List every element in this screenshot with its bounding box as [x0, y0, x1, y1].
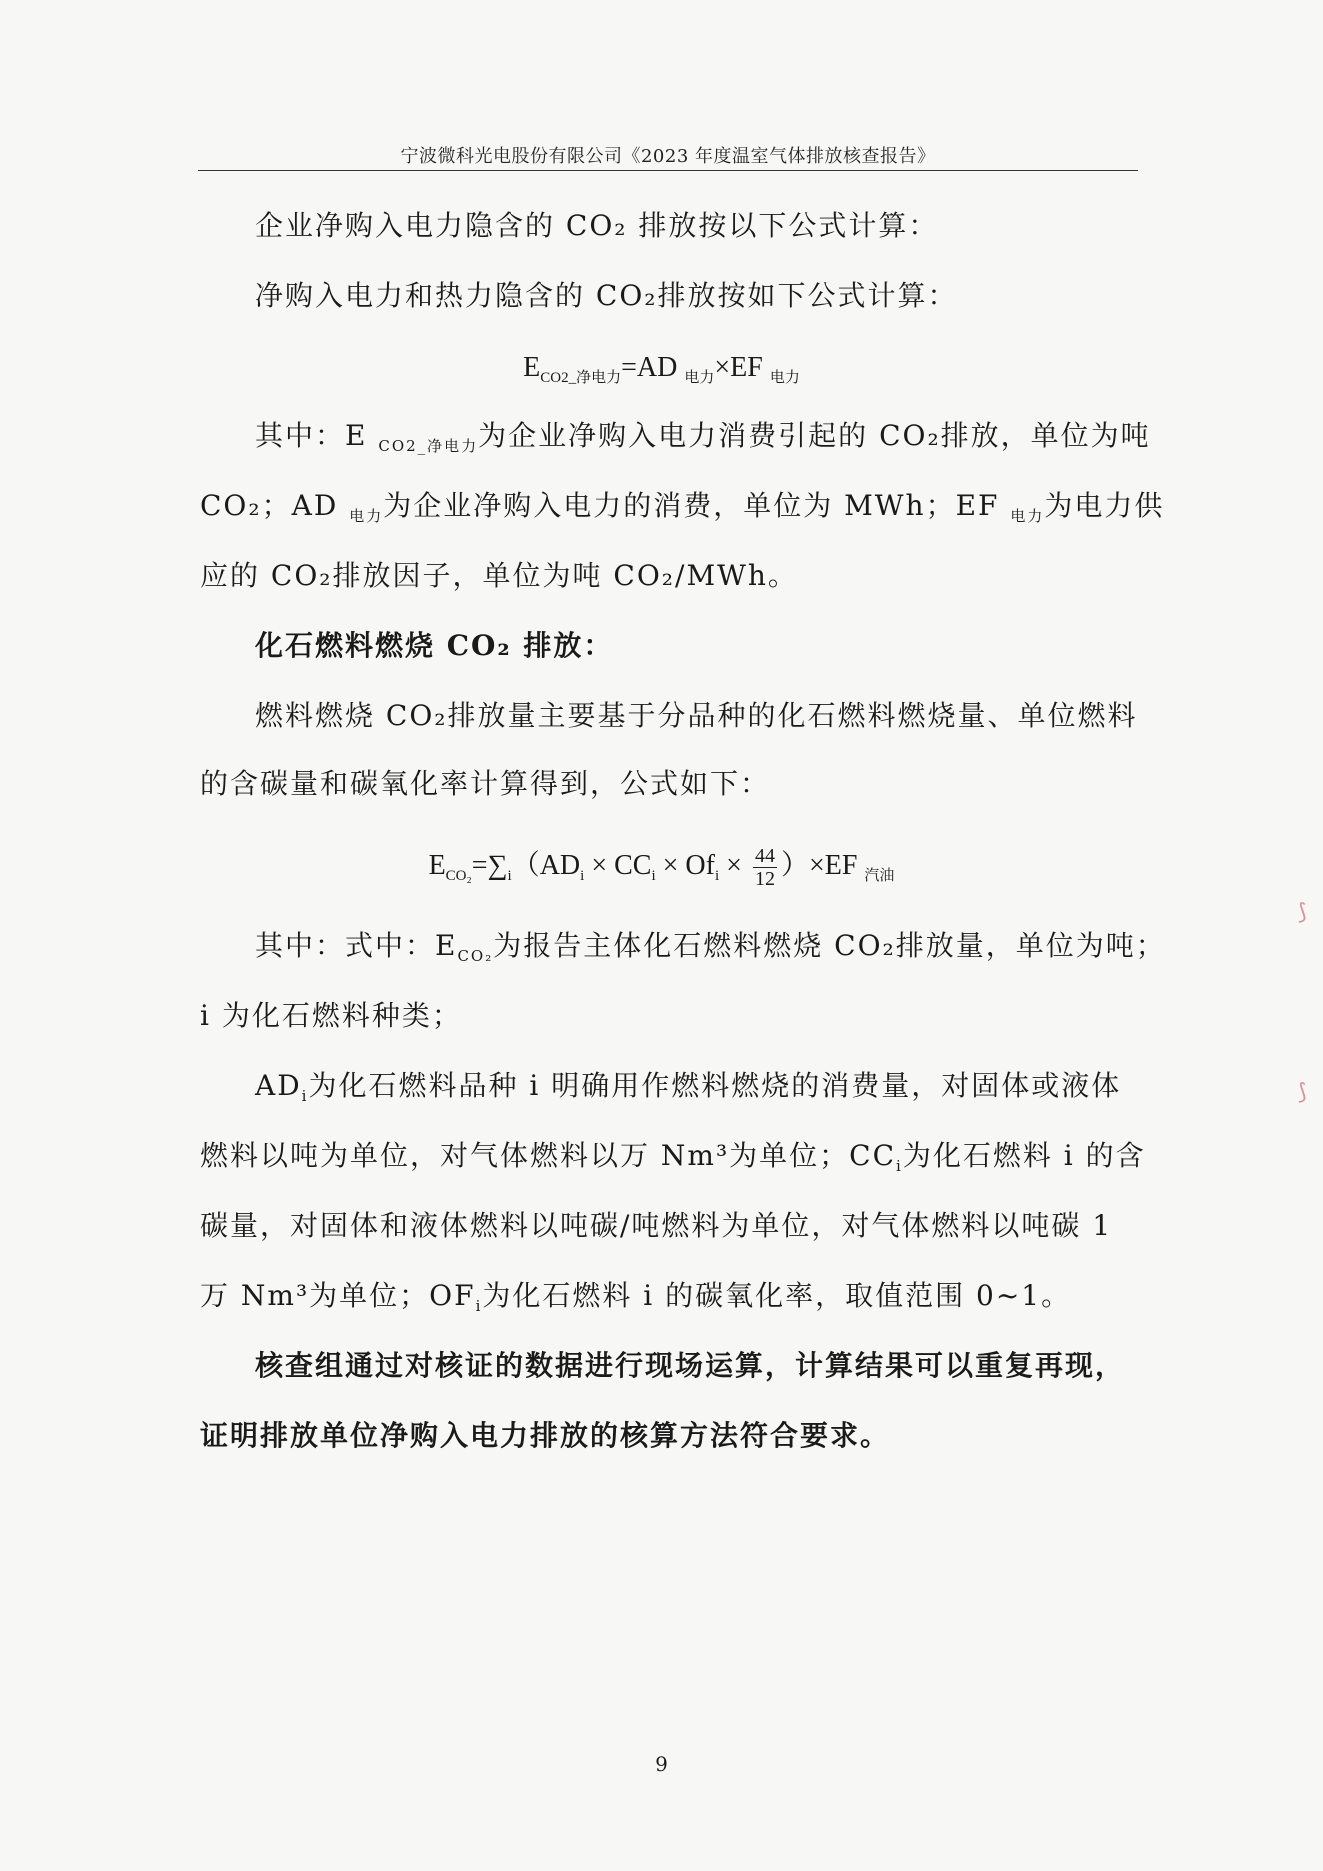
paragraph-line: 其中：式中：$E_{CO_2}$为报告主体化石燃料燃烧 CO₂排放量，单位为吨； [255, 929, 1166, 965]
page-header: 宁波微科光电股份有限公司《2023 年度温室气体排放核查报告》 [400, 146, 936, 167]
paragraph-line: 其中：E $_{CO2\_净电力}$为企业净购入电力消费引起的 CO₂排放，单位为吨 [255, 419, 1151, 455]
paragraph-line: 碳量，对固体和液体燃料以吨碳/吨燃料为单位，对气体燃料以吨碳 1 [200, 1209, 1113, 1242]
header-divider [198, 170, 1138, 171]
paragraph-line: 应的 CO₂排放因子，单位为吨 CO₂/MWh。 [200, 559, 798, 592]
paragraph-line: 燃料以吨为单位，对气体燃料以万 Nm³为单位；$CC_i$为化石燃料 i 的含 [200, 1139, 1146, 1175]
fraction: $\frac{44}{12}$ [754, 845, 775, 890]
paragraph-line: 的含碳量和碳氧化率计算得到，公式如下： [200, 767, 771, 800]
formula-fossil-fuel: $E_{CO_2}=\sum_i(AD_i \times CC_i \times Of_i$ × $\frac{44}{12}$ ）×EF $_{汽油}$ [428, 845, 895, 890]
paragraph-line: CO₂；AD $_{电力}$为企业净购入电力的消费，单位为 MWh；EF $_{电力}$为电力供 [200, 489, 1165, 525]
paragraph-line: 燃料燃烧 CO₂排放量主要基于分品种的化石燃料燃烧量、单位燃料 [255, 699, 1138, 732]
page-number: 9 [655, 1752, 668, 1776]
paragraph-line: $AD_i$为化石燃料品种 i 明确用作燃料燃烧的消费量，对固体或液体 [255, 1069, 1122, 1105]
seal-fragment-icon: ⟆ [1298, 1080, 1307, 1105]
conclusion-line: 核查组通过对核证的数据进行现场运算，计算结果可以重复再现， [255, 1349, 1126, 1382]
conclusion-line: 证明排放单位净购入电力排放的核算方法符合要求。 [200, 1419, 891, 1452]
section-heading: 化石燃料燃烧 CO₂ 排放： [255, 629, 614, 662]
paragraph-line: 净购入电力和热力隐含的 CO₂排放按如下公式计算： [255, 279, 958, 312]
paragraph-line: 万 Nm³为单位；$OF_i$为化石燃料 i 的碳氧化率，取值范围 0~1。 [200, 1279, 1072, 1315]
paragraph-line: 企业净购入电力隐含的 CO₂ 排放按以下公式计算： [255, 209, 939, 242]
seal-fragment-icon: ⟆ [1298, 900, 1307, 925]
formula-electricity: $E_{CO2\_净电力}=AD$ $_{电力}$×EF $_{电力}$ [523, 352, 800, 386]
paragraph-line: i 为化石燃料种类； [200, 999, 462, 1032]
